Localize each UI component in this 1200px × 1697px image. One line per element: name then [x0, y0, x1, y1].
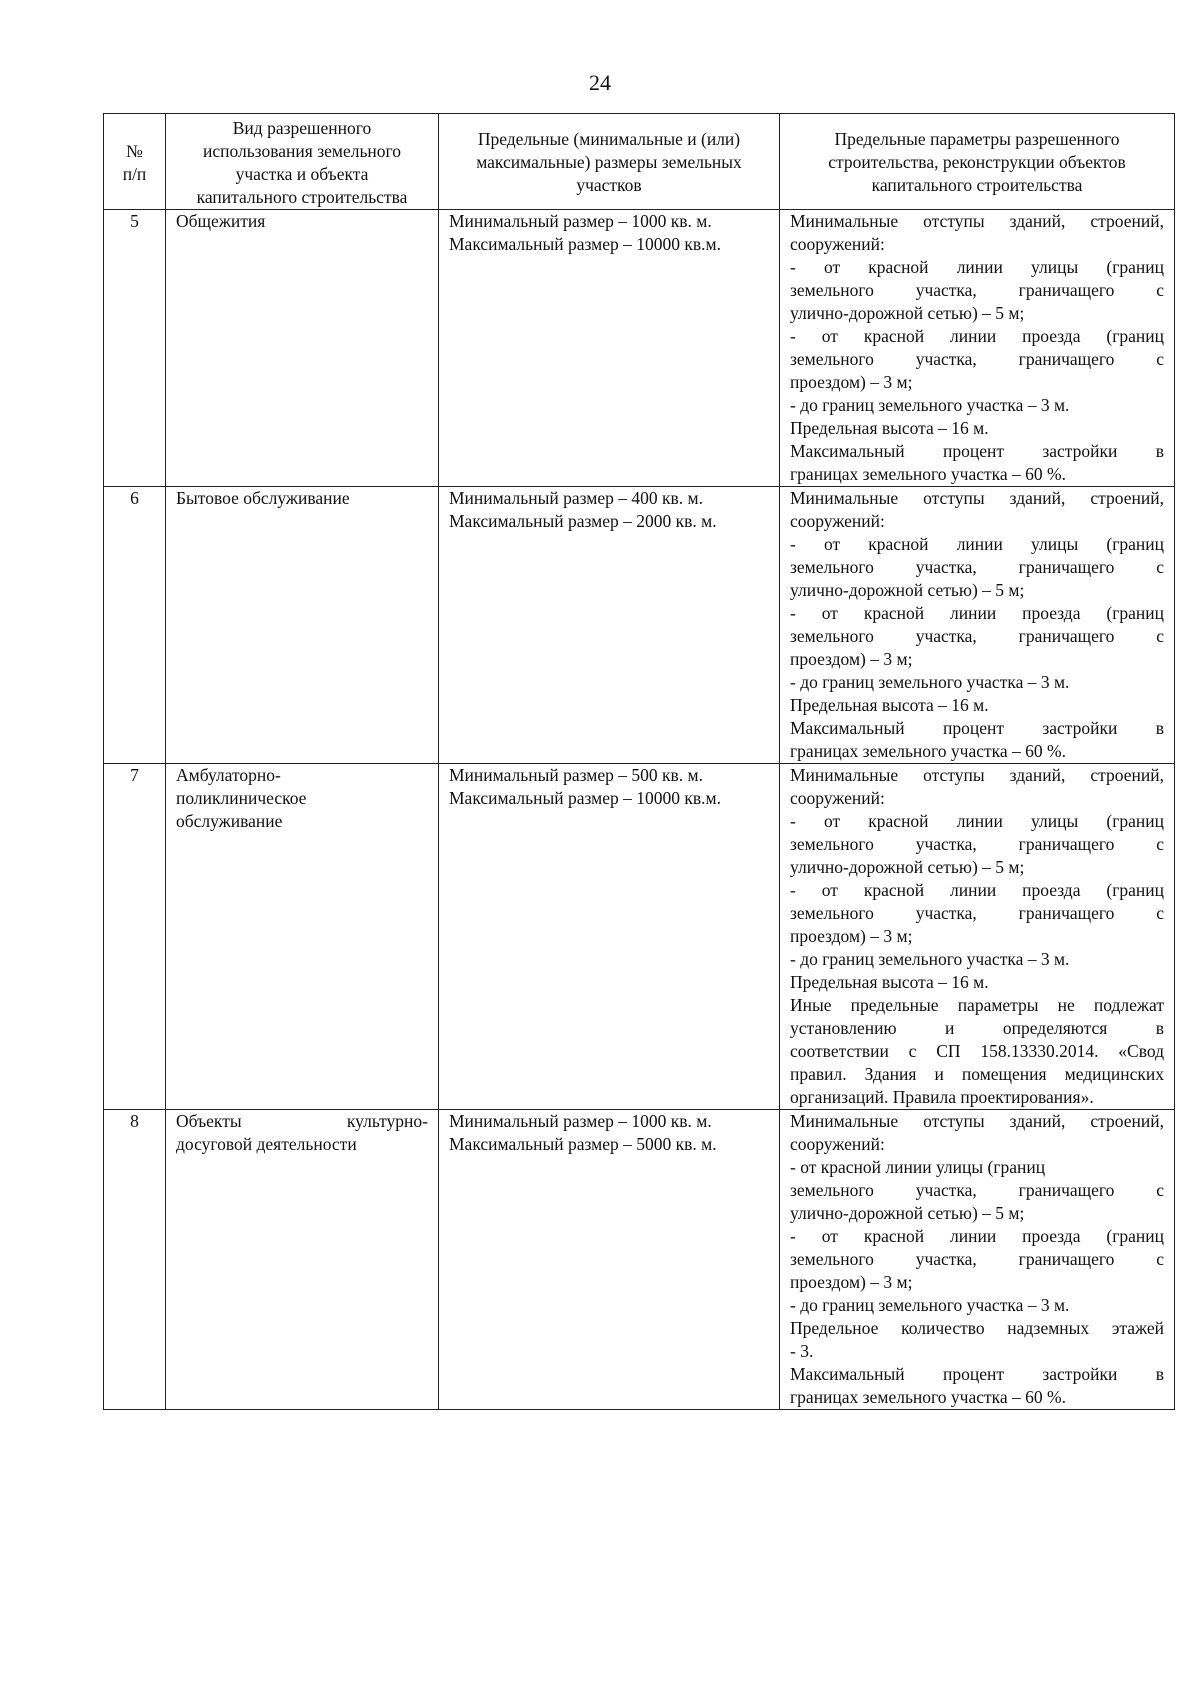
construction-parameters	[780, 487, 1175, 764]
header-use-line: капитального строительства	[196, 186, 408, 207]
permitted-use-line: обслуживание	[176, 811, 283, 831]
construction-parameter-line: Предельная высота – 16 м.	[790, 418, 989, 438]
construction-parameter-line: проездом) – 3 м;	[790, 372, 913, 392]
construction-parameter-line: проездом) – 3 м;	[790, 926, 913, 946]
plot-size-line: Минимальный размер – 1000 кв. м.	[449, 211, 712, 231]
construction-parameter-line: - от красной линии улицы (границ	[790, 811, 1164, 831]
construction-parameter-line: улично-дорожной сетью) – 5 м;	[790, 580, 1025, 600]
header-params	[780, 114, 1175, 210]
construction-parameter-line: - до границ земельного участка – 3 м.	[790, 672, 1070, 692]
construction-parameter-line: установлению и определяются в	[790, 1018, 1164, 1038]
construction-parameter-line: улично-дорожной сетью) – 5 м;	[790, 1203, 1025, 1223]
construction-parameter-line: земельного участка, граничащего с	[790, 626, 1164, 646]
permitted-use-line: Амбулаторно-	[176, 765, 281, 785]
permitted-use-line: Объекты культурно-	[176, 1111, 428, 1131]
construction-parameter-line: земельного участка, граничащего с	[790, 349, 1164, 369]
construction-parameter-line: - 3.	[790, 1341, 814, 1361]
construction-parameter-line: земельного участка, граничащего с	[790, 903, 1164, 923]
header-num	[104, 114, 166, 210]
plot-size-limits	[439, 1110, 780, 1410]
construction-parameter-line: земельного участка, граничащего с	[790, 1180, 1164, 1200]
header-size-line: Предельные (минимальные и (или)	[477, 129, 741, 149]
zoning-table	[103, 113, 1175, 1410]
construction-parameter-line: - до границ земельного участка – 3 м.	[790, 949, 1070, 969]
construction-parameter-line: Минимальные отступы зданий, строений,	[790, 488, 1164, 508]
permitted-use-line: досуговой деятельности	[176, 1134, 357, 1154]
construction-parameter-line: - от красной линии проезда (границ	[790, 326, 1164, 346]
plot-size-line: Максимальный размер – 5000 кв. м.	[449, 1134, 717, 1154]
header-use	[166, 114, 439, 210]
plot-size-line: Максимальный размер – 10000 кв.м.	[449, 788, 721, 808]
construction-parameter-line: - от красной линии проезда (границ	[790, 603, 1164, 623]
construction-parameters	[780, 1110, 1175, 1410]
table-row	[104, 487, 1175, 764]
construction-parameter-line: улично-дорожной сетью) – 5 м;	[790, 303, 1025, 323]
permitted-use	[166, 210, 439, 487]
header-use-line: участка и объекта	[235, 163, 369, 184]
row-number: 7	[104, 764, 166, 1110]
header-num-line: п/п	[122, 163, 147, 184]
construction-parameter-line: границах земельного участка – 60 %.	[790, 1387, 1066, 1407]
plot-size-line: Максимальный размер – 10000 кв.м.	[449, 234, 721, 254]
construction-parameter-line: Предельная высота – 16 м.	[790, 695, 989, 715]
construction-parameter-line: границах земельного участка – 60 %.	[790, 464, 1066, 484]
construction-parameters	[780, 764, 1175, 1110]
header-params-line: строительства, реконструкции объектов	[828, 152, 1126, 172]
construction-parameter-line: земельного участка, граничащего с	[790, 834, 1164, 854]
construction-parameter-line: земельного участка, граничащего с	[790, 280, 1164, 300]
permitted-use-line: Бытовое обслуживание	[176, 488, 350, 508]
construction-parameter-line: Минимальные отступы зданий, строений,	[790, 765, 1164, 785]
header-params-line: Предельные параметры разрешенного	[834, 129, 1120, 149]
construction-parameter-line: земельного участка, граничащего с	[790, 1249, 1164, 1269]
table-row	[104, 210, 1175, 487]
construction-parameter-line: - от красной линии улицы (границ	[790, 534, 1164, 554]
construction-parameter-line: Максимальный процент застройки в	[790, 1364, 1164, 1384]
construction-parameter-line: - от красной линии улицы (границ	[790, 1157, 1046, 1177]
construction-parameter-line: соответствии с СП 158.13330.2014. «Свод	[790, 1041, 1164, 1061]
construction-parameter-line: сооружений:	[790, 788, 885, 808]
construction-parameter-line: Предельное количество надземных этажей	[790, 1318, 1164, 1338]
page-number: 24	[589, 70, 611, 95]
header-use-line: Вид разрешенного	[232, 117, 372, 138]
header-size-line: максимальные) размеры земельных	[476, 152, 742, 172]
plot-size-line: Максимальный размер – 2000 кв. м.	[449, 511, 717, 531]
header-size-line: участков	[576, 175, 642, 195]
construction-parameter-line: сооружений:	[790, 234, 885, 254]
construction-parameter-line: правил. Здания и помещения медицинских	[790, 1064, 1164, 1084]
header-use-line: использования земельного	[202, 140, 402, 161]
construction-parameter-line: земельного участка, граничащего с	[790, 557, 1164, 577]
construction-parameters	[780, 210, 1175, 487]
construction-parameter-line: улично-дорожной сетью) – 5 м;	[790, 857, 1025, 877]
construction-parameter-line: - до границ земельного участка – 3 м.	[790, 1295, 1070, 1315]
table-row	[104, 1110, 1175, 1410]
plot-size-line: Минимальный размер – 1000 кв. м.	[449, 1111, 712, 1131]
construction-parameter-line: - от красной линии проезда (границ	[790, 880, 1164, 900]
permitted-use	[166, 1110, 439, 1410]
construction-parameter-line: сооружений:	[790, 1134, 885, 1154]
table-body	[104, 210, 1175, 1410]
construction-parameter-line: Максимальный процент застройки в	[790, 441, 1164, 461]
permitted-use-line: Общежития	[176, 211, 266, 231]
construction-parameter-line: проездом) – 3 м;	[790, 1272, 913, 1292]
construction-parameter-line: - от красной линии проезда (границ	[790, 1226, 1164, 1246]
construction-parameter-line: Иные предельные параметры не подлежат	[790, 995, 1164, 1015]
plot-size-limits	[439, 210, 780, 487]
plot-size-limits	[439, 764, 780, 1110]
header-num-line: №	[126, 140, 143, 161]
construction-parameter-line: проездом) – 3 м;	[790, 649, 913, 669]
plot-size-limits	[439, 487, 780, 764]
header-params-line: капитального строительства	[871, 175, 1083, 195]
row-number: 5	[104, 210, 166, 487]
construction-parameter-line: границах земельного участка – 60 %.	[790, 741, 1066, 761]
table-row	[104, 764, 1175, 1110]
construction-parameter-line: сооружений:	[790, 511, 885, 531]
row-number: 6	[104, 487, 166, 764]
permitted-use	[166, 487, 439, 764]
construction-parameter-line: Минимальные отступы зданий, строений,	[790, 1111, 1164, 1131]
construction-parameter-line: Максимальный процент застройки в	[790, 718, 1164, 738]
construction-parameter-line: - до границ земельного участка – 3 м.	[790, 395, 1070, 415]
permitted-use	[166, 764, 439, 1110]
row-number: 8	[104, 1110, 166, 1410]
permitted-use-line: поликлиническое	[176, 788, 307, 808]
construction-parameter-line: Минимальные отступы зданий, строений,	[790, 211, 1164, 231]
plot-size-line: Минимальный размер – 400 кв. м.	[449, 488, 703, 508]
construction-parameter-line: Предельная высота – 16 м.	[790, 972, 989, 992]
plot-size-line: Минимальный размер – 500 кв. м.	[449, 765, 703, 785]
construction-parameter-line: организаций. Правила проектирования».	[790, 1087, 1094, 1107]
header-size	[439, 114, 780, 210]
table-header-row	[104, 114, 1175, 210]
construction-parameter-line: - от красной линии улицы (границ	[790, 257, 1164, 277]
